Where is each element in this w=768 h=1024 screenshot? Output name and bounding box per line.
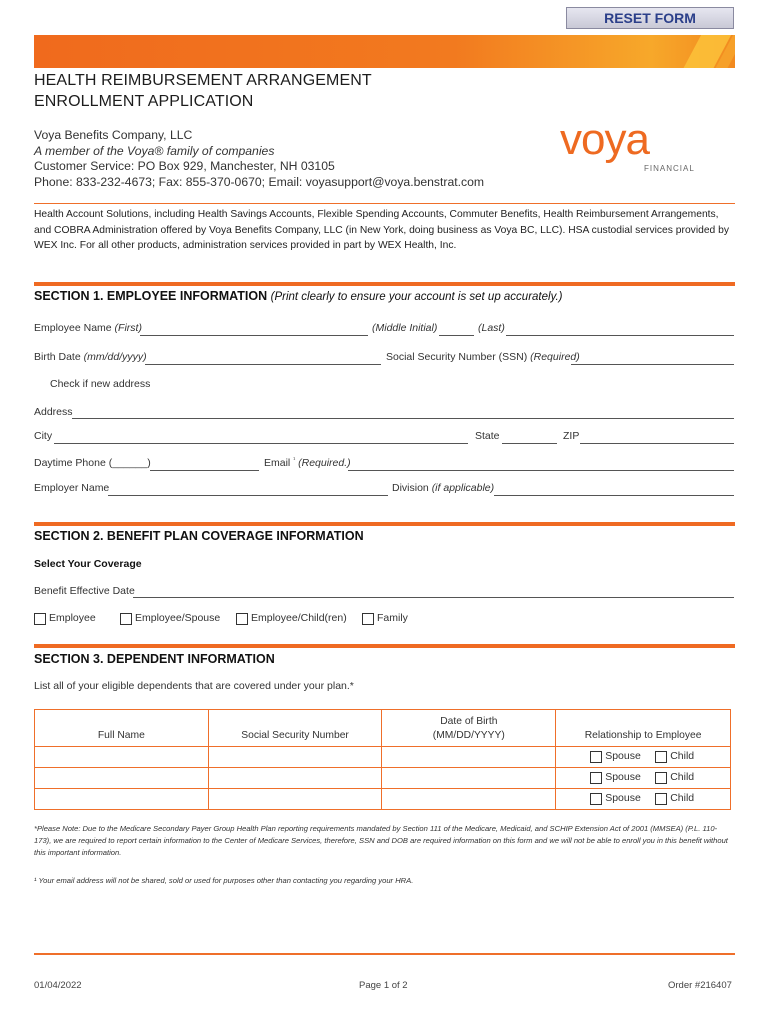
reset-form-button[interactable]: RESET FORM [566, 7, 734, 29]
form-title [34, 70, 372, 112]
dependent-1-spouse-label: Spouse [605, 750, 641, 762]
dependent-2-name[interactable] [35, 768, 209, 789]
email-label: Email $^{^1}$ (Required.) [264, 457, 351, 469]
zip-field[interactable] [580, 443, 734, 444]
city-field[interactable] [54, 443, 468, 444]
city-label: City [34, 430, 53, 442]
benefit-effective-date-label: Benefit Effective Date [34, 585, 135, 597]
coverage-employee-label: Employee [49, 612, 96, 624]
dependent-2-spouse-label: Spouse [605, 771, 641, 783]
dependents-table [34, 709, 731, 810]
dependent-3-child-label: Child [670, 792, 695, 804]
employee-name-label: Employee Name (First) [34, 322, 142, 334]
daytime-phone-label: Daytime Phone (______) [34, 457, 151, 469]
dependent-3-name[interactable] [35, 789, 209, 810]
select-coverage-heading: Select Your Coverage [34, 558, 142, 570]
birth-date-label: Birth Date (mm/dd/yyyy) [34, 351, 147, 363]
medicare-footnote: *Please Note: Due to the Medicare Secondary Payer Group Health Plan reporting requirements mandated by Section 111 of the Medicare, Medicaid, and SCHIP Extension Act of 2001 (MMSEA) (P.L. 110-173), we are required to report certain information to the Center of Medicare Services, therefore, SSN and DOB are required information on this form and we will not be able to enroll you in this benefit without this important information. [34, 824, 728, 857]
section2-rule [34, 522, 735, 526]
section2-title: SECTION 2. BENEFIT PLAN COVERAGE INFORMATION [34, 529, 364, 543]
division-field[interactable] [494, 495, 734, 496]
division-label: Division (if applicable) [392, 482, 495, 494]
dependent-1-child-label: Child [670, 750, 695, 762]
dependent-1-child-checkbox[interactable] [655, 751, 667, 763]
dependent-3-spouse-checkbox[interactable] [590, 793, 602, 805]
table-row [35, 747, 731, 768]
ssn-label: Social Security Number (SSN) (Required) [386, 351, 580, 363]
dependent-2-child-checkbox[interactable] [655, 772, 667, 784]
coverage-employee-children-checkbox[interactable] [236, 613, 248, 625]
dependent-2-dob[interactable] [382, 768, 556, 789]
company-contact: Phone: 833-232-4673; Fax: 855-370-0670; Email: voyasupport@voya.benstrat.com [34, 174, 485, 189]
first-name-field[interactable] [140, 335, 368, 336]
dependent-1-dob[interactable] [382, 747, 556, 768]
email-field[interactable] [348, 470, 734, 471]
table-row [35, 768, 731, 789]
dependent-2-ssn[interactable] [208, 768, 382, 789]
last-name-field[interactable] [506, 335, 734, 336]
footer-order-number: Order #216407 [668, 980, 732, 991]
voya-logo [560, 115, 710, 178]
dependent-1-ssn[interactable] [208, 747, 382, 768]
footer-page-number: Page 1 of 2 [359, 980, 408, 991]
address-field[interactable] [72, 418, 734, 419]
col-relationship: Relationship to Employee [556, 710, 731, 747]
header-banner [34, 35, 735, 68]
zip-label: ZIP [563, 430, 580, 442]
phone-field[interactable] [150, 470, 259, 471]
divider [34, 203, 735, 204]
table-row [35, 789, 731, 810]
coverage-family-checkbox[interactable] [362, 613, 374, 625]
state-label: State [475, 430, 500, 442]
dependent-3-ssn[interactable] [208, 789, 382, 810]
section1-title-text: SECTION 1. EMPLOYEE INFORMATION [34, 289, 268, 303]
last-name-label: (Last) [478, 322, 505, 334]
company-info [34, 128, 484, 190]
new-address-label[interactable]: Check if new address [50, 378, 151, 390]
coverage-employee-spouse-checkbox[interactable] [120, 613, 132, 625]
voya-logo-word: voya [560, 115, 649, 164]
dependent-3-dob[interactable] [382, 789, 556, 810]
form-title-line2: ENROLLMENT APPLICATION [34, 93, 254, 110]
dependent-3-child-checkbox[interactable] [655, 793, 667, 805]
email-footnote: ¹ Your email address will not be shared, sold or used for purposes other than contacting you regarding your HRA. [34, 876, 414, 885]
footer-date: 01/04/2022 [34, 980, 82, 991]
coverage-family-label: Family [377, 612, 408, 624]
dependent-2-relationship [556, 768, 731, 789]
coverage-employee-children-label: Employee/Child(ren) [251, 612, 347, 624]
company-service: Customer Service: PO Box 929, Manchester, NH 03105 [34, 159, 335, 173]
disclaimer-text: Health Account Solutions, including Health Savings Accounts, Flexible Spending Accounts, Commuter Benefits, Health Reimbursement Arrangements, and COBRA Administration offered by Voya Benefits Company, LLC (in New York, doing business as Voya BC, LLC). HSA custodial services provided by WEX Inc. For all other products, administration services provided in part by WEX Health, Inc. [34, 209, 730, 251]
address-label: Address [34, 406, 73, 418]
footer-divider [34, 953, 735, 955]
section1-title [34, 289, 563, 303]
state-field[interactable] [502, 443, 557, 444]
benefit-effective-date-field[interactable] [133, 597, 734, 598]
dependent-3-spouse-label: Spouse [605, 792, 641, 804]
dependent-2-spouse-checkbox[interactable] [590, 772, 602, 784]
coverage-employee-checkbox[interactable] [34, 613, 46, 625]
employer-name-label: Employer Name [34, 482, 110, 494]
birth-date-field[interactable] [145, 364, 381, 365]
dependent-1-name[interactable] [35, 747, 209, 768]
dependent-2-child-label: Child [670, 771, 695, 783]
voya-logo-financial: FINANCIAL [644, 164, 695, 173]
dependent-1-spouse-checkbox[interactable] [590, 751, 602, 763]
middle-initial-label: (Middle Initial) [372, 322, 438, 334]
col-full-name: Full Name [35, 710, 209, 747]
table-header-row [35, 710, 731, 747]
form-title-line1: HEALTH REIMBURSEMENT ARRANGEMENT [34, 72, 372, 89]
section1-note: (Print clearly to ensure your account is set up accurately.) [270, 291, 563, 303]
col-date-of-birth: Date of Birth (MM/DD/YYYY) [382, 710, 556, 747]
dependents-instruction: List all of your eligible dependents that are covered under your plan.* [34, 680, 354, 692]
company-name: Voya Benefits Company, LLC [34, 128, 193, 142]
section3-title: SECTION 3. DEPENDENT INFORMATION [34, 652, 275, 666]
coverage-employee-spouse-label: Employee/Spouse [135, 612, 221, 624]
middle-initial-field[interactable] [439, 335, 474, 336]
section3-rule [34, 644, 735, 648]
employer-name-field[interactable] [108, 495, 388, 496]
ssn-field[interactable] [571, 364, 734, 365]
col-ssn: Social Security Number [208, 710, 382, 747]
company-member: A member of the Voya® family of companies [34, 143, 275, 158]
section1-rule [34, 282, 735, 286]
dependent-3-relationship [556, 789, 731, 810]
dependent-1-relationship [556, 747, 731, 768]
